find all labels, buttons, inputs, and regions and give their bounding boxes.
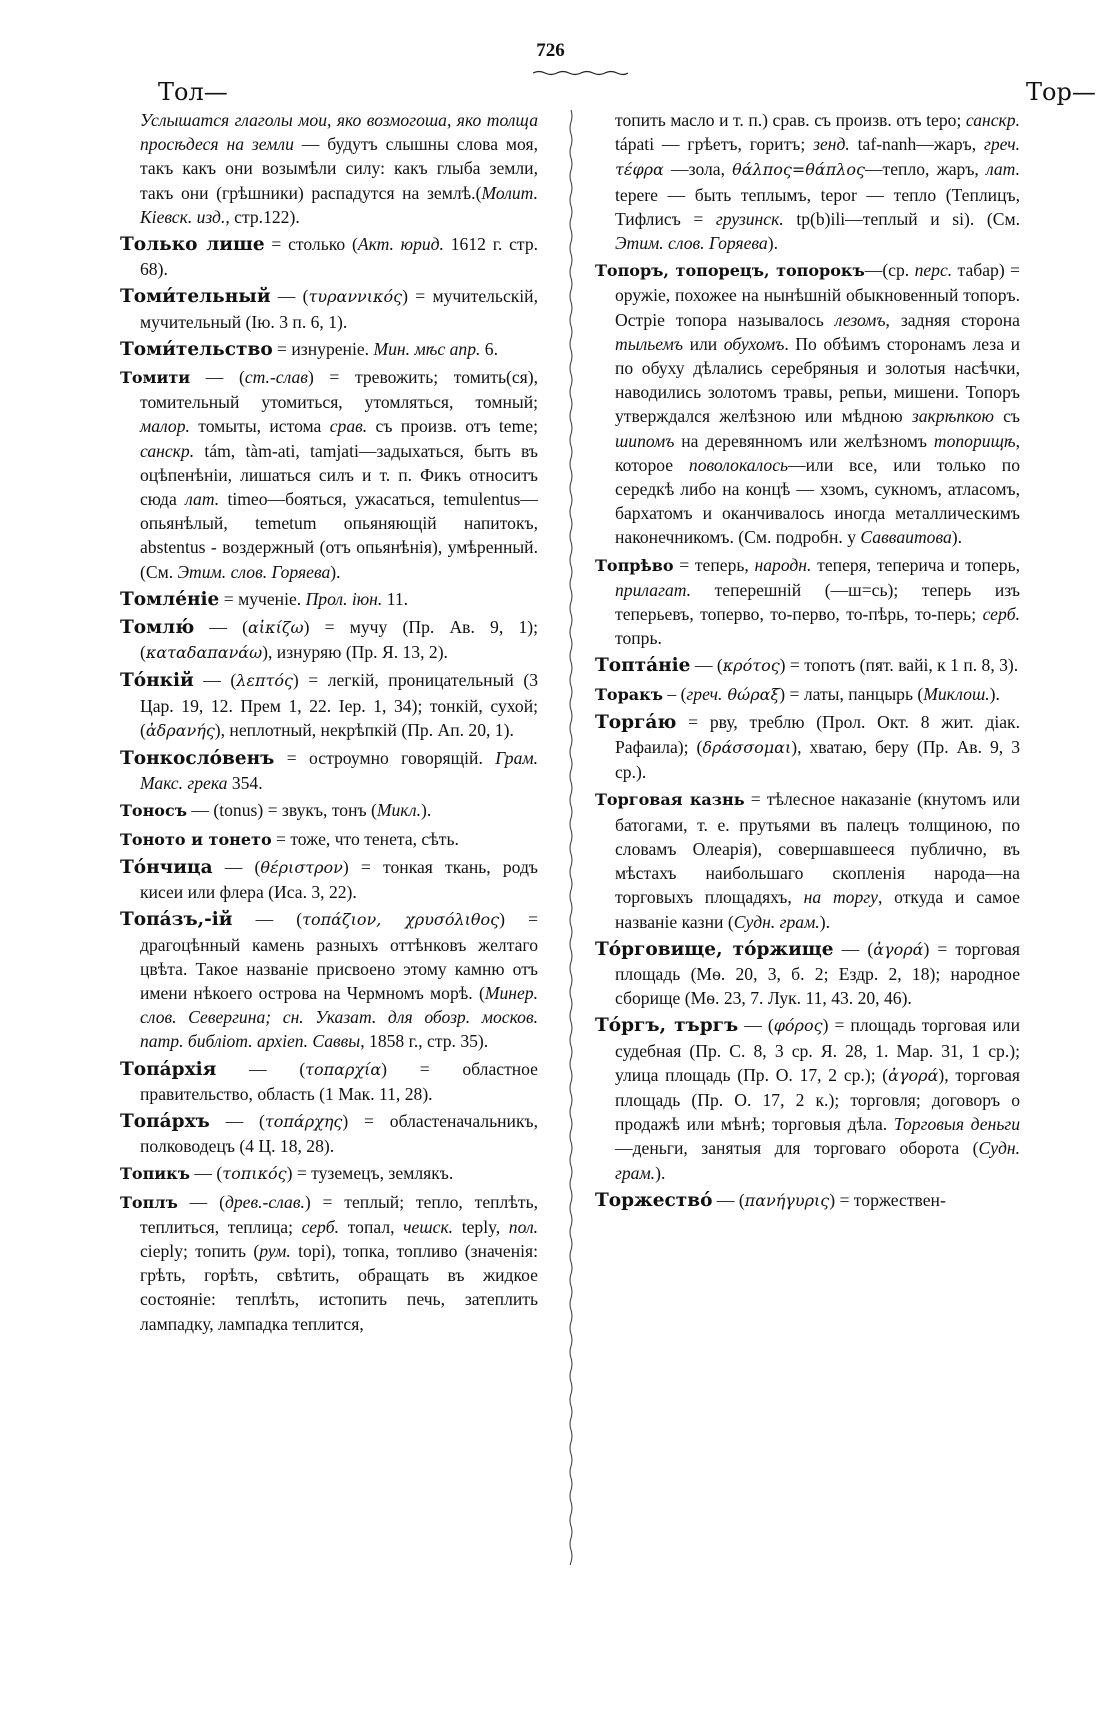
entry-text: ). [989,683,1000,704]
entry-text: табар) = оружіе, похожее на нынѣшній обыкновенный топоръ. Остріе топора называлось [615,260,1020,330]
entry-text: — ( [833,938,874,959]
headword: Тоното и тонето [120,829,272,849]
greek-equivalent: δράσσομαι [702,738,792,758]
entry-text: ) = торжествен- [829,1189,946,1210]
greek-equivalent: θώραξ [722,684,780,704]
entry-text: — ( [712,1189,745,1210]
entry-text: – ( [662,683,687,704]
dictionary-entry [595,787,1020,933]
dictionary-entry [595,553,1020,651]
entry-text: ). [420,800,432,821]
page-number: 726 [536,40,565,61]
entry-text: 1612 г. стр. 68). [140,234,539,280]
source-ref: Минер. слов. Севергина; сн. Указат. для обозр. москов. патр. библіот. архіеп. Саввы [140,982,538,1052]
greek-equivalent: τοπάρχης [264,1111,343,1131]
source-ref: Судн. грам. [733,911,820,932]
entry-text: — ( [270,286,309,307]
headword: Тоносъ [120,801,187,821]
quote-text: Услышатся глаголы мои, яко возмогоша, яко толща просѣдеся на земли [140,110,538,155]
entry-text: или [683,333,724,354]
entry-text: ), изнуряю (Пр. Я. 13, 2). [262,642,448,663]
headword: Топта́ніе [595,655,691,677]
entry-text: ). [951,527,963,548]
page-number-ornament-rule [533,70,628,76]
term: Торговыя деньги [893,1114,1020,1135]
source-ref: Микл. [376,800,421,821]
dictionary-entry [120,668,538,743]
greek-equivalent: τοπάζιον, χρυσόλιθος [302,910,500,930]
dictionary-entry [120,365,538,584]
entry-text: cieply; топить ( [140,1240,260,1261]
entry-text: = теперь, [673,554,755,575]
entry-text: топить масло и т. п.) срав. съ произв. отъ tepo; [615,110,966,130]
dictionary-entry [120,1109,538,1158]
language-label: грузинск. [715,208,784,229]
entry-text: съ [993,406,1020,427]
entry-text: — будутъ слышны слова моя, такъ какъ они возымѣли силу: какъ глыба земли, такъ они (грѣшники) распадутся на землѣ.( [140,134,539,203]
entry-text: —деньги, занятыя для торговаго оборота ( [615,1138,979,1159]
dictionary-entry [120,587,538,612]
entry-text: ) = топотъ (пят. вайі, к 1 п. 8, 3). [779,655,1019,676]
headword: Топа́зъ,-ій [120,909,233,931]
dictionary-entry [595,258,1020,549]
headword: То́нчица [120,856,213,878]
headword: Топикъ [120,1164,190,1184]
term: тыльемъ [615,333,684,354]
headword: Топоръ, топорецъ, топорокъ [595,261,865,281]
entry-text: на деревянномъ или желѣзномъ [674,430,934,451]
language-label: санскр. [140,440,195,461]
language-label: серб. [982,604,1020,625]
term: на торгу [803,887,878,908]
entry-text: = рву, треблю (Прол. Окт. 8 жит. діак. Рафаила); ( [615,711,1020,758]
greek-equivalent: ἀγορά [888,1065,939,1085]
greek-equivalent: αἰκίζω [248,618,304,638]
entry-continuation [120,108,538,229]
headword: Топа́рхъ [120,1110,210,1132]
dictionary-entry [120,284,538,333]
greek-equivalent: θάλπος=θάπλος [732,160,865,180]
entry-text: ). [819,911,830,932]
entry-text: —тепло, жаръ, [864,159,986,180]
language-label: древ.-слав. [224,1191,305,1212]
entry-text: ) = торговая площадь (Мѳ. 20, 3, б. 2; Ездр. 2, 18); народное сборище (Мѳ. 23, 7. Лук. 11, 43. 20, 46). [615,938,1021,1009]
greek-equivalent: θέριστρον [260,857,343,877]
language-label: народн. [754,554,812,575]
source-ref: Прол. іюн. [305,588,383,609]
entry-text: ) = легкій, проницательный (3 Цар. 19, 12. Прем 1, 22. Іер. 1, 34); тонкій, сухой; ( [140,670,538,740]
dictionary-entry [120,1161,538,1186]
headword: Только лише [120,234,265,256]
entry-text: ) = драгоцѣнный камень разныхъ оттѣнковъ желтаго цвѣта. Такое названіе присвоено этому камню отъ имени нѣкоего острова на Чермномъ морѣ. ( [140,909,538,1003]
entry-text: ) = теплый; тепло, теплѣть, теплиться, теплица; [140,1191,538,1237]
entry-text: теперя, теперича и топерь, [811,554,1020,575]
dictionary-entry [120,827,538,852]
headword: Томи́тельство [120,338,273,360]
entry-text: — ( [209,1110,265,1131]
language-label: серб. [301,1216,340,1237]
dictionary-entry [120,232,538,281]
entry-text: = тоже, что тенета, сѣть. [271,828,459,849]
greek-equivalent: πανήγυρις [744,1190,830,1210]
dictionary-entry [120,855,538,904]
entry-text: съ произв. отъ teme; [367,416,538,437]
language-label: лат. [985,159,1020,180]
dictionary-entry [120,907,538,1053]
dictionary-entry [595,682,1020,707]
source-ref: Мин. мѣс апр. [373,338,481,359]
entry-text: — ( [189,1163,223,1184]
entry-text: теперешній (—ш=сь); теперь изъ теперьевъ, топерво, то-перво, то-пѣрь, то-перь; [615,579,1020,625]
term: поволокалось [688,454,789,475]
language-label: греч. [983,134,1020,155]
headword: Торга́ю [595,711,677,733]
headword: Торакъ [595,684,663,704]
entry-text: 6. [480,338,498,359]
entry-text: — ( [216,1058,306,1079]
entry-continuation [595,108,1020,255]
source-ref: Миклош. [923,683,990,704]
headword: Торжество́ [595,1189,713,1211]
greek-equivalent: τέφρα [615,160,664,180]
headword: Топрѣво [595,555,674,575]
entry-text: — ( [690,655,723,676]
entry-text: , задняя сторона [885,309,1020,330]
source-ref: Саввaитова [860,527,952,548]
entry-text: —(ср. [864,260,915,281]
dictionary-entry [120,1190,538,1336]
entry-text: —зола, [663,159,733,180]
entry-text: tepere — быть теплымъ, tepor — тепло (Теплицъ, Тифлисъ = [615,184,1020,229]
language-label: греч. [686,683,723,704]
entry-text: ) = областное правительство, область (1 Мак. 11, 28). [140,1058,538,1104]
source-ref: Молит. Кіевск. изд. [140,182,538,227]
entry-text: — ( [212,856,261,877]
source-ref: Грам. Макс. грека [140,748,538,794]
column-divider [568,110,574,1565]
entry-text: 354. [227,773,263,794]
greek-equivalent: κρότος [722,656,780,676]
entry-text: = мученіе. [219,588,306,609]
language-label: лат. [185,489,220,510]
entry-text: ) = мучительскій, мучительный (Ію. 3 п. 6, 1). [140,286,538,332]
language-label: прилагат. [615,579,692,600]
entry-text: ) = тревожить; томить(ся), томительный утомиться, утомляться, томный; [140,367,538,413]
entry-text: ). [655,1162,666,1183]
entry-text: , стр.122). [225,206,300,227]
term: обухомъ [723,333,785,354]
entry-text: ) = латы, панцырь ( [779,683,924,704]
entry-text: = столько ( [264,234,358,255]
entry-text: , которое [615,430,1020,475]
dictionary-entry [120,798,538,823]
left-column [120,108,538,1339]
entry-text: ) = мучу (Пр. Ав. 9, 1); ( [140,617,538,663]
entry-text: ) = площадь торговая или судебная (Пр. С. 8, 3 ср. Я. 28, 1. Мар. 31, 1 ср.); улица площадь (Пр. О. 17, 2 ср.); ( [615,1015,1020,1085]
entry-text: — ( [190,367,245,388]
headword: То́ргъ, търгъ [595,1015,739,1037]
entry-text: = остроумно говорящій. [274,748,496,769]
entry-text: tám, tàm-ati, tamjati—задыхаться, быть въ оцѣпенѣніи, лишаться силъ и т. п. Фикъ относитъ сюда [140,440,538,510]
running-head-right: Тор— [1026,78,1096,106]
dictionary-entry [595,1013,1020,1184]
dictionary-entry [595,653,1020,678]
greek-equivalent: τυραννικός [308,287,403,307]
entry-text: топал, [339,1216,404,1237]
entry-text: = изнуреніе. [272,338,374,359]
headword: То́рговище, то́ржище [595,938,834,960]
language-label: зенд. [813,134,850,155]
entry-text: — ( [232,909,303,930]
headword: Томити [120,368,191,388]
language-label: пол. [508,1216,539,1237]
entry-text: ) = тонкая ткань, родъ кисеи или флера (Иса. 3, 22). [140,856,539,903]
greek-equivalent: τοπαρχία [305,1059,382,1079]
language-label: рум. [259,1240,291,1261]
entry-text: томыты, истома [189,416,330,437]
source-ref: Этим. слов. Горяева [177,561,331,582]
language-label: санскр. [965,110,1020,130]
source-ref: Акт. юрид. [357,234,444,255]
language-label: чешск. [403,1216,454,1237]
source-ref: Судн. грам. [615,1138,1020,1183]
entry-text: ), неплотный, некрѣпкій (Пр. Ап. 20, 1). [214,719,514,740]
term: лезомъ [834,309,886,330]
source-ref: Этим. слов. Горяева [615,233,768,254]
entry-text: tp(b)ili—теплый и si). (См. [783,208,1020,229]
greek-equivalent: ἀδρανής [145,720,215,740]
dictionary-entry [120,1057,538,1106]
entry-text: taf-nanh—жаръ, [849,134,984,155]
headword: То́нкій [120,670,194,692]
headword: Тонкосло́венъ [120,748,275,770]
entry-text: — ( [194,617,249,638]
language-label: малор. [140,416,190,437]
headword: Томи́тельный [120,286,271,308]
greek-equivalent: τοπικός [222,1164,287,1184]
headword: Топлъ [120,1192,178,1212]
entry-text: ), торговая площадь (Пр. О. 17, 2 к.); торговля; договоръ о продажѣ или мѣнѣ; торговыя дѣла. [615,1064,1020,1135]
dictionary-entry [595,710,1020,785]
entry-text: , 1858 г., стр. 35). [360,1031,489,1052]
entry-text: топрь. [615,628,662,649]
entry-text: ). [767,233,778,254]
language-label: ст.-слав [244,367,308,388]
greek-equivalent: ἀγορά [873,939,924,959]
running-head-left: Тол— [158,78,228,106]
term: шипомъ [615,430,675,451]
headword: Томлю́ [120,617,195,639]
dictionary-entry [120,337,538,362]
entry-text: ). [330,561,341,582]
entry-text: teply, [453,1216,509,1237]
entry-text: topi), топка, топливо (значенія: грѣть, горѣть, свѣтить, обращать въ жидкое состояніе: теплѣть, истопить печь, затеплить лампадку, лампадка теплится, [140,1240,538,1334]
greek-equivalent: φόρος [773,1016,823,1036]
headword: Топа́рхія [120,1058,217,1080]
entry-text: 11. [382,588,409,609]
entry-text: ) = областеначальникъ, полководецъ (4 Ц. 18, 28). [140,1110,539,1157]
entry-text: . По обѣимъ сторонамъ леза и по обуху дѣлались серебряныя и золотыя насѣчки, наводились золотомъ травы, репьи, мишени. Топоръ утверждался желѣзною или мѣдною [615,333,1020,427]
entry-text: ) = туземецъ, землякъ. [286,1163,454,1184]
dictionary-entry [595,1188,1020,1213]
entry-text: , откуда и самое названіе казни ( [615,887,1020,932]
entry-text: = тѣлесное наказаніе (кнутомъ или батогами, т. е. прутьями въ палецъ толщиною, по словамъ Олеарія), совершавшееся публично, въ мѣстахъ наибольшаго скопленія народа—на торговыхъ площадяхъ, [615,789,1021,908]
entry-text: tápati — грѣетъ, горитъ; [615,134,814,155]
entry-text: ), хватаю, беру (Пр. Ав. 9, 3 ср.). [615,737,1021,783]
entry-text: — ( [738,1015,774,1036]
term: закрѣпкою [911,406,994,427]
entry-text: — (tonus) = звукъ, тонъ ( [186,800,377,821]
dictionary-entry [595,937,1020,1011]
language-label: перс. [914,260,953,281]
right-column [595,108,1020,1216]
greek-equivalent: καταδαπανάω [145,643,263,663]
greek-equivalent: λεπτός [236,671,293,691]
entry-text: — ( [193,670,237,691]
dictionary-entry [120,746,538,795]
term: топорищѣ [933,430,1016,451]
headword: Торговая казнь [595,790,745,810]
language-label: срав. [329,416,368,437]
entry-text: — ( [177,1191,225,1212]
dictionary-entry [120,615,538,665]
entry-text: —или все, или только по середкѣ либо на концѣ — хзомъ, сукномъ, атласомъ, бархатомъ и оканчивалось иногда металлическимъ наконечникомъ. (См. подробн. у [615,454,1020,548]
entry-text: timeo—бояться, ужасаться, temulentus—опьянѣлый, temetum опьяняющій напитокъ, abstentus - воздержный (отъ опьянѣнія), умѣренный. (См. [140,489,539,582]
headword: Томле́ніе [120,588,220,610]
